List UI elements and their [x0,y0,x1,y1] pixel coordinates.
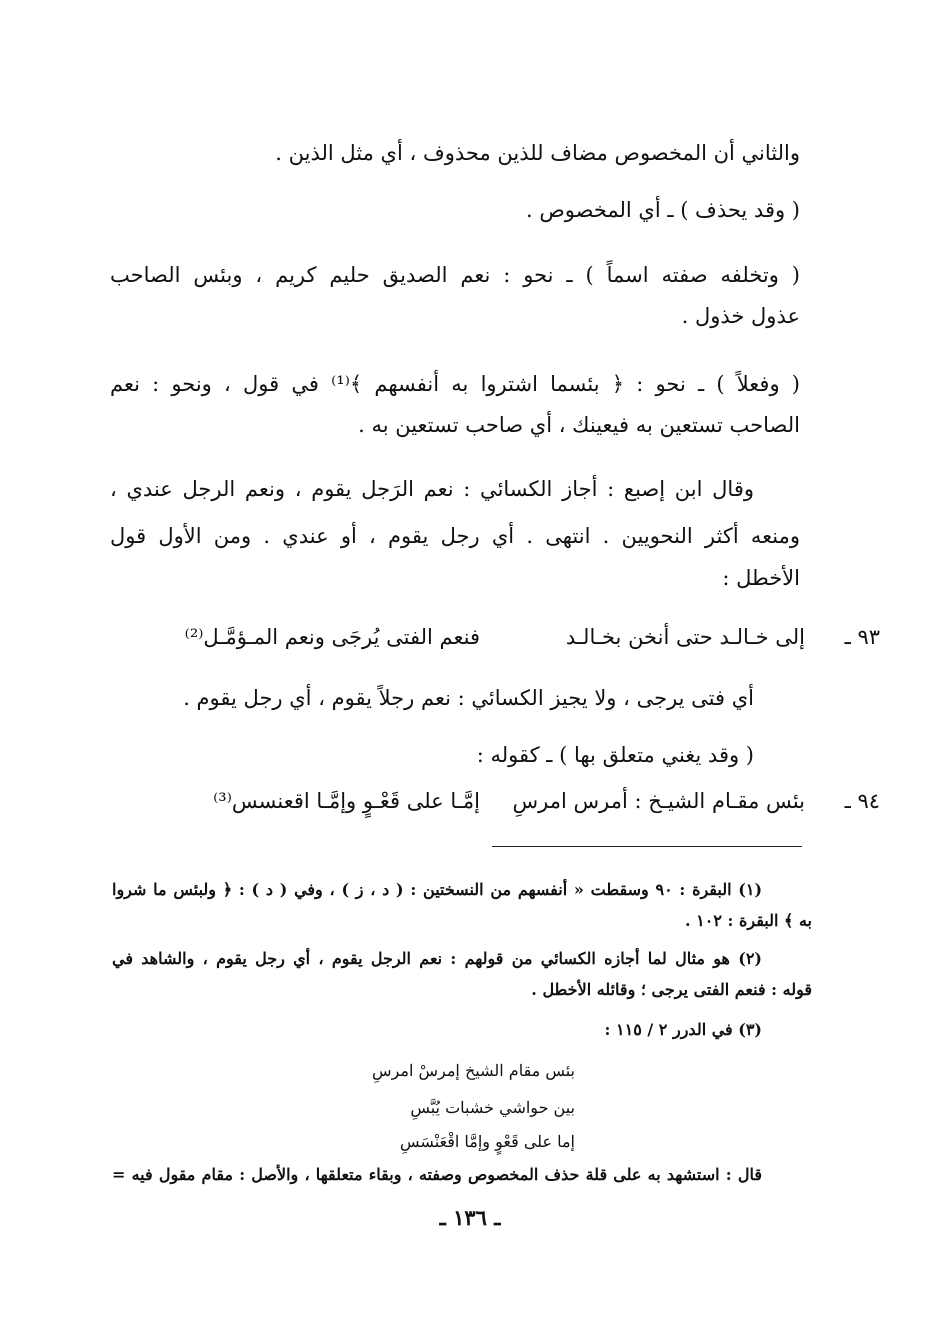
paragraph-line: ( وتخلفه صفته اسماً ) ـ نحو : نعم الصديق حليم كريم ، وبئس الصاحب [110,263,800,287]
poem-line: بين حواشي خشبات يُبَّسِ [410,1098,575,1117]
verse-number: ٩٣ ـ [844,625,880,649]
footnote-line: (٢) هو مثال لما أجازه الكسائي من قولهم : نعم الرجل يقوم ، أي رجل يقوم ، والشاهد في [112,949,762,968]
paragraph-line: وقال ابن إصبع : أجاز الكسائي : نعم الرَجل يقوم ، ونعم الرجل عندي ، [110,477,754,501]
paragraph-line: ( وقد يغني متعلق بها ) ـ كقوله : [476,743,754,767]
verse-number: ٩٤ ـ [844,789,880,813]
footnote-line: (١) البقرة : ٩٠ وسقطت « أنفسهم من النسختين : ( د ، ز ) ، وفي ( د ) : ﴿ ولبئس ما شروا [112,880,763,899]
verse-first-hemistich: بئس مقـام الشيـخ : أمرس امرسِ [512,789,805,813]
footnote-line: (٣) في الدرر ٢ / ١١٥ : [604,1020,762,1039]
paragraph-line: الأخطل : [722,566,800,590]
paragraph-line: الصاحب تستعين به فيعينك ، أي صاحب تستعين به . [358,413,800,437]
paragraph-line: ( وقد يحذف ) ـ أي المخصوص . [526,198,800,222]
verse-first-hemistich: إلى خـالـد حتى أنخن بخـالـد [565,625,805,649]
paragraph-line: عذول خذول . [681,304,800,328]
paragraph-line: ( وفعلاً ) ـ نحو : ﴿ بئسما اشتروا به أنفسهم ﴾⁽¹⁾ في قول ، ونحو : نعم [110,372,801,396]
page-number: ـ ١٣٦ ـ [439,1205,501,1230]
footnote-line: به ﴾ البقرة : ١٠٢ . [685,911,812,930]
paragraph-line: والثاني أن المخصوص مضاف للذين محذوف ، أي مثل الذين . [275,141,800,165]
footnote-line: قال : استشهد به على قلة حذف المخصوص وصفته ، وبقاء متعلقها ، والأصل : مقام مقول فيه = [112,1165,762,1184]
poem-line: إما على قَعْوٍ وإمَّا اقْعَنْسَسِ [400,1132,575,1151]
paragraph-line: ومنعه أكثر النحويين . انتهى . أي رجل يقوم ، أو عندي . ومن الأول قول [110,524,800,548]
verse-second-hemistich: إمَّـا على قَعْـوٍ وإمَّـا اقعنسس⁽³⁾ [213,789,480,813]
footnote-separator [492,846,802,847]
verse-second-hemistich: فنعم الفتى يُرجَى ونعم المـؤمَّـل⁽²⁾ [184,625,480,649]
poem-line: بئس مقام الشيخ إمرسْ امرسِ [372,1061,575,1080]
paragraph-line: أي فتى يرجى ، ولا يجيز الكسائي : نعم رجلاً يقوم ، أي رجل يقوم . [183,686,754,710]
footnote-line: قوله : فنعم الفتى يرجى ؛ وقائله الأخطل . [531,980,812,999]
